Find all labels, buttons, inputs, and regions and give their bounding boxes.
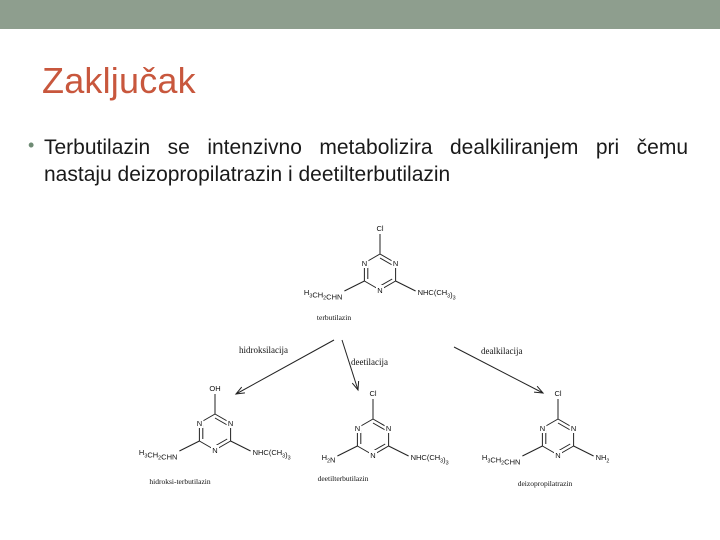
top-left-group: $H_3CH_2CHN$ (303, 288, 343, 302)
bullet-text: Terbutilazin se intenzivno metabolizira dealkiliranjem pri čemu nastaju deizopropilatrazin i deetilterbutilazin (44, 136, 688, 186)
right-double-bond (558, 423, 570, 430)
right-left-group: $H_3CH_2CHN$ (481, 453, 521, 467)
top-ring-nitrogen: N (377, 286, 383, 295)
middle-left-group: $H_2N$ (321, 453, 336, 465)
middle-ring-nitrogen: N (370, 451, 376, 460)
middle-right-bond (389, 446, 409, 456)
right-double-bond (558, 444, 570, 451)
left-top-group: OH (209, 384, 221, 393)
arrow-hydroxylation-head (236, 387, 245, 394)
left-double-bond (215, 418, 227, 425)
left-ring-nitrogen: N (227, 419, 234, 428)
arrow-label-hydroxylation: hidroksilacija (239, 345, 288, 355)
top-molecule (304, 224, 456, 322)
right-left-bond (522, 446, 542, 456)
right-ring-nitrogen: N (539, 424, 546, 433)
middle-double-bond (373, 444, 385, 451)
left-molecule (139, 384, 291, 486)
left-double-bond (215, 439, 227, 446)
top-right-group: $NHC(CH_3)_3$ (417, 288, 456, 302)
top-ring-nitrogen: N (392, 259, 399, 268)
right-ring-nitrogen: N (555, 451, 561, 460)
middle-ring-nitrogen: N (354, 424, 361, 433)
top-ring-nitrogen: N (361, 259, 368, 268)
left-right-bond (231, 441, 251, 451)
right-ring-nitrogen: N (570, 424, 577, 433)
right-right-group: $NH_2$ (595, 453, 610, 465)
middle-left-bond (337, 446, 357, 456)
left-label: hidroksi-terbutilazin (149, 477, 211, 486)
middle-label: deetilterbutilazin (317, 474, 369, 483)
top-right-bond (396, 281, 416, 291)
top-double-bond (380, 258, 392, 265)
middle-top-group: Cl (369, 389, 377, 398)
top-label: terbutilazin (316, 313, 352, 322)
middle-ring-nitrogen: N (385, 424, 392, 433)
top-top-group: Cl (376, 224, 384, 233)
right-molecule (482, 389, 610, 488)
bullet-dot-icon: • (28, 135, 35, 155)
left-ring-nitrogen: N (196, 419, 203, 428)
left-right-group: $NHC(CH_3)_3$ (252, 448, 291, 462)
middle-double-bond (373, 423, 385, 430)
slide-title: Zaključak (42, 60, 196, 101)
left-left-bond (179, 441, 199, 451)
top-double-bond (380, 279, 392, 286)
middle-molecule (318, 389, 449, 483)
middle-right-group: $NHC(CH_3)_3$ (410, 453, 449, 467)
right-right-bond (574, 446, 594, 456)
arrow-label-dealkylation: dealkilacija (481, 346, 523, 356)
top-left-bond (344, 281, 364, 291)
arrow-label-deethylation: deetilacija (351, 357, 388, 367)
left-ring-nitrogen: N (212, 446, 218, 455)
right-label: deizopropilatrazin (517, 479, 573, 488)
right-top-group: Cl (554, 389, 562, 398)
left-left-group: $H_3CH_2CHN$ (138, 448, 178, 462)
